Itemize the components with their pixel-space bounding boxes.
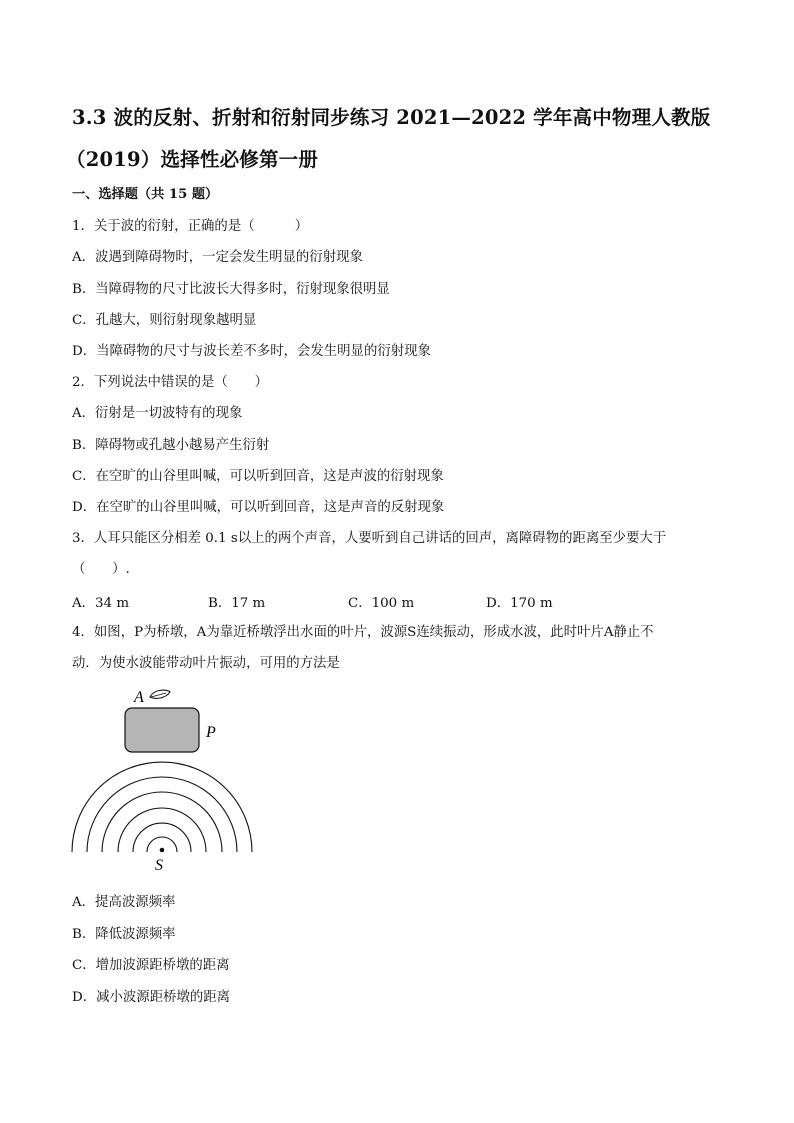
wave-front-4	[118, 808, 206, 852]
label-p: P	[206, 724, 216, 741]
q2-option-d: D．在空旷的山谷里叫喊，可以听到回音，这是声音的反射现象	[72, 500, 445, 515]
pier-rect	[125, 708, 199, 752]
q3-options-row	[72, 592, 632, 612]
label-s: S	[155, 857, 163, 874]
q3-option-c: C．100 m	[348, 596, 415, 611]
q4-stem-line-2: 动．为使水波能带动叶片振动，可用的方法是	[72, 656, 340, 671]
wave-figure	[66, 684, 266, 874]
wave-fronts	[72, 762, 252, 852]
q1-stem: 1．关于波的衍射，正确的是（ ）	[72, 219, 309, 234]
document-title-line-1: 3.3 波的反射、折射和衍射同步练习 2021—2022 学年高中物理人教版	[72, 106, 711, 129]
q3-stem-line-2: （ ）.	[72, 562, 130, 577]
section-heading: 一、选择题（共 15 题）	[72, 187, 219, 202]
q1-option-d: D．当障碍物的尺寸与波长差不多时，会发生明显的衍射现象	[72, 344, 431, 359]
wave-front-3	[102, 792, 222, 852]
label-a: A	[134, 689, 144, 706]
wave-front-2	[87, 777, 237, 852]
q3-stem-line-1: 3．人耳只能区分相差 0.1 s以上的两个声音，人要听到自己讲话的回声，离障碍物的距离至少要大于	[72, 531, 667, 546]
q2-option-a: A．衍射是一切波特有的现象	[72, 406, 243, 421]
q4-option-c: C．增加波源距桥墩的距离	[72, 958, 230, 973]
q4-option-d: D．减小波源距桥墩的距离	[72, 990, 231, 1005]
q3-option-a: A．34 m	[72, 596, 130, 611]
q4-option-a: A．提高波源频率	[72, 895, 176, 910]
wave-front-1	[72, 762, 252, 852]
q1-option-b: B．当障碍物的尺寸比波长大得多时，衍射现象很明显	[72, 282, 390, 297]
q4-option-b: B．降低波源频率	[72, 927, 176, 942]
document-title-line-2: （2019）选择性必修第一册	[66, 148, 319, 171]
q3-option-b: B．17 m	[208, 596, 266, 611]
q4-stem-line-1: 4．如图，P为桥墩，A为靠近桥墩浮出水面的叶片，波源S连续振动，形成水波，此时叶片A静止不	[72, 625, 654, 640]
q1-option-a: A．波遇到障碍物时，一定会发生明显的衍射现象	[72, 250, 363, 265]
q2-stem: 2．下列说法中错误的是（ ）	[72, 375, 268, 390]
q2-option-b: B．障碍物或孔越小越易产生衍射	[72, 438, 270, 453]
q2-option-c: C．在空旷的山谷里叫喊，可以听到回音，这是声波的衍射现象	[72, 469, 444, 484]
q1-option-c: C．孔越大，则衍射现象越明显	[72, 313, 257, 328]
source-point	[160, 848, 165, 853]
q3-option-d: D．170 m	[486, 596, 553, 611]
